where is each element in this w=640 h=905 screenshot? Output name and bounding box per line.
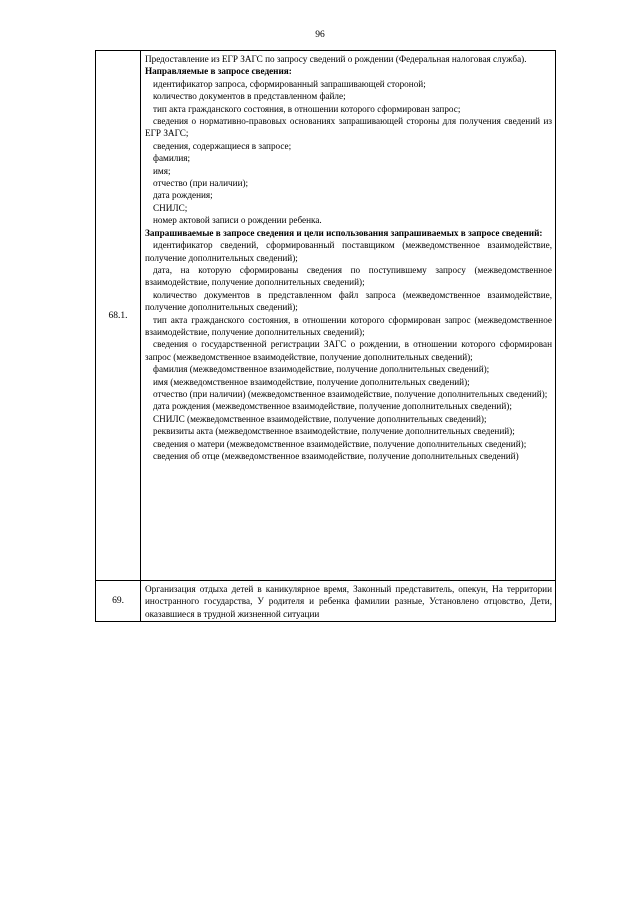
list-item: количество документов в представленном файл запроса (межведомственное взаимодействие, получение дополнительных сведений); [145, 289, 552, 313]
table-row [96, 51, 556, 581]
list-item: идентификатор запроса, сформированный запрашивающей стороной; [153, 78, 426, 89]
list-item: дата, на которую сформированы сведения по поступившему запросу (межведомственное взаимодействие, получение дополнительных сведений); [145, 264, 552, 288]
row-content [141, 51, 556, 581]
list-item: сведения о нормативно-правовых основаниях запрашивающей стороны для получения сведений из ЕГР ЗАГС; [145, 116, 552, 139]
row-content [141, 581, 556, 622]
list-item: фамилия; [153, 153, 191, 164]
section-heading-sent: Направляемые в запросе сведения: [145, 66, 292, 77]
list-item: сведения, содержащиеся в запросе; [153, 140, 292, 151]
list-item: СНИЛС (межведомственное взаимодействие, получение дополнительных сведений); [153, 413, 487, 424]
list-item: сведения о государственной регистрации ЗАГС о рождении, в отношении которого сформирован запрос (межведомственное взаимодействие, получение дополнительных сведений); [145, 339, 552, 362]
list-item: тип акта гражданского состояния, в отношении которого сформирован запрос (межведомственное взаимодействие, получение дополнительных сведений); [145, 314, 552, 337]
list-item: отчество (при наличии); [153, 178, 249, 189]
service-title: Предоставление из ЕГР ЗАГС по запросу сведений о рождении (Федеральная налоговая служба). [145, 54, 527, 64]
list-item: дата рождения; [153, 190, 213, 201]
list-item: СНИЛС; [153, 202, 188, 213]
list-item: сведения о матери (межведомственное взаимодействие, получение дополнительных сведений); [153, 438, 527, 449]
list-item: сведения об отце (межведомственное взаимодействие, получение дополнительных сведений) [153, 451, 519, 461]
list-item: тип акта гражданского состояния, в отношении которого сформирован запрос; [153, 103, 461, 114]
services-table [95, 50, 556, 622]
list-item: реквизиты акта (межведомственное взаимодействие, получение дополнительных сведений); [153, 426, 515, 437]
requested-fields-list [145, 239, 552, 462]
list-item: имя (межведомственное взаимодействие, получение дополнительных сведений); [153, 376, 470, 387]
row-number: 69. [96, 581, 141, 622]
list-item: дата рождения (межведомственное взаимодействие, получение дополнительных сведений); [153, 401, 512, 412]
table-row [96, 581, 556, 622]
row-number: 68.1. [96, 51, 141, 581]
section-heading-requested: Запрашиваемые в запросе сведения и цели использования запрашиваемых в запросе сведений: [145, 227, 543, 238]
list-item: количество документов в представленном файле; [153, 91, 346, 102]
sent-fields-list [145, 78, 552, 227]
page-number: 96 [315, 30, 325, 40]
list-item: идентификатор сведений, сформированный поставщиком (межведомственное взаимодействие, получение дополнительных сведений); [145, 240, 552, 263]
list-item: номер актовой записи о рождении ребенка. [153, 215, 322, 226]
list-item: фамилия (межведомственное взаимодействие, получение дополнительных сведений); [153, 364, 490, 375]
list-item: отчество (при наличии) (межведомственное взаимодействие, получение дополнительных сведений); [153, 388, 548, 399]
life-situations-text: Организация отдыха детей в каникулярное время, Законный представитель, опекун, На территории иностранного государства, У родителя и ребенка фамилии разные, Установлено отцовство, Дети, оказавшиеся в трудной жизненной ситуации [145, 584, 552, 619]
list-item: имя; [153, 165, 171, 176]
